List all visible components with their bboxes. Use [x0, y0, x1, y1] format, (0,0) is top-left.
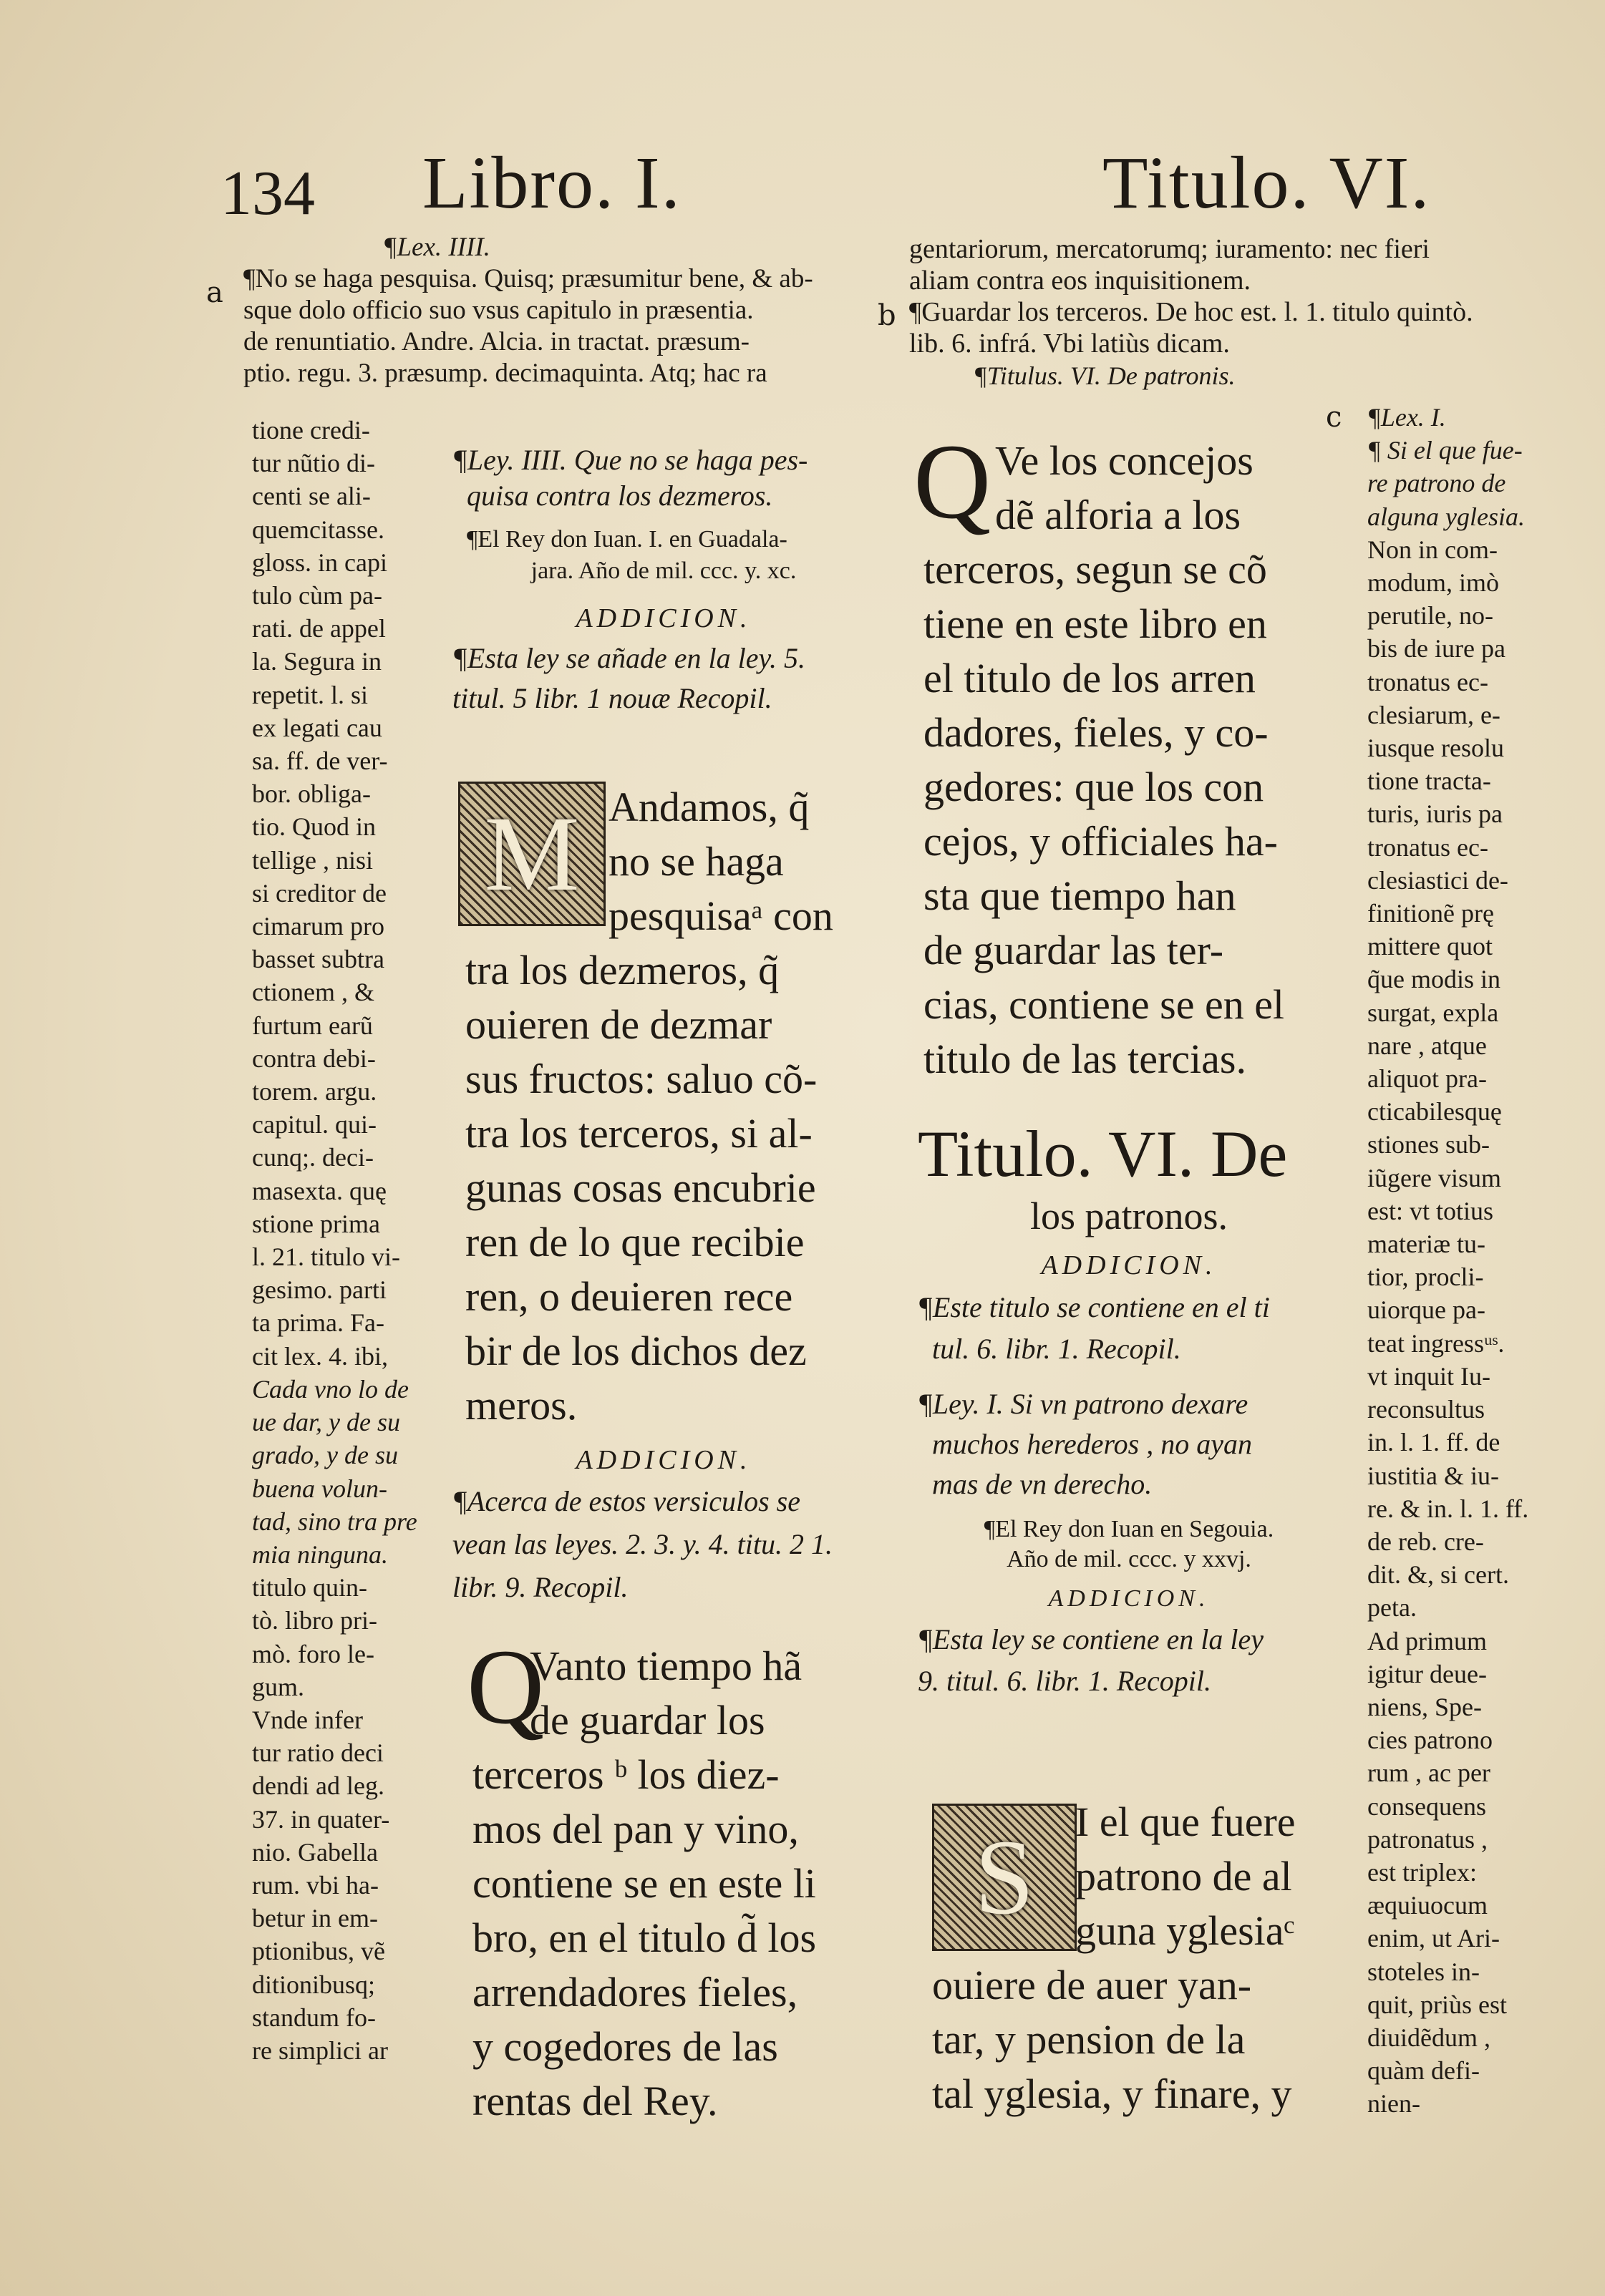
text-line: terceros, segun se cõ	[923, 546, 1267, 593]
titulo-subheading: los patronos.	[1030, 1195, 1228, 1237]
text-line: cias, contiene se en el	[923, 981, 1285, 1028]
gloss-line: gloss. in capi	[252, 548, 387, 577]
gloss-line: turis, iuris pa	[1367, 799, 1503, 829]
gloss-line: quemcitasse.	[252, 515, 384, 544]
text-line: mos del pan y vino,	[472, 1806, 799, 1852]
gloss-line: de reb. cre-	[1367, 1527, 1484, 1556]
gloss-line: quit, priùs est	[1367, 1990, 1507, 2019]
source-note: ¶El Rey don Iuan en Segouia.	[984, 1516, 1274, 1542]
gloss-line: ditionibusq;	[252, 1970, 376, 1999]
body-text-a1	[465, 780, 873, 1433]
gloss-line: bor. obliga-	[252, 779, 371, 809]
gloss-line: aliquot pra-	[1367, 1064, 1487, 1094]
text-line: de guardar los	[530, 1697, 765, 1743]
gloss-line: tione credi-	[252, 416, 370, 444]
book-label: Libro. I.	[422, 142, 682, 224]
gloss-line: dendi ad leg.	[252, 1771, 384, 1801]
gloss-line: cunq;. deci-	[252, 1143, 374, 1172]
gloss-line: ¶ Si el que fue-	[1367, 436, 1523, 465]
text-line: Vanto tiempo hã	[530, 1643, 802, 1689]
gloss-line: tione tracta-	[1367, 767, 1491, 796]
text-line: pesquisaᵃ con	[608, 892, 833, 939]
gloss-line: gum.	[252, 1672, 305, 1701]
title-label: Titulo. VI.	[1102, 142, 1431, 224]
addicion-text: ¶Esta ley se contiene en la ley	[918, 1623, 1264, 1655]
gloss-line: uiorque pa-	[1367, 1295, 1485, 1325]
gloss-line: si creditor de	[252, 878, 387, 908]
gloss-line: la. Segura in	[252, 647, 382, 676]
gloss-line: re patrono de	[1367, 469, 1506, 498]
gloss-line: Vnde infer	[252, 1705, 363, 1734]
text-line: dadores, fieles, y co-	[923, 709, 1269, 756]
gloss-line: clesiarum, e-	[1367, 700, 1500, 729]
source-note: ¶El Rey don Iuan. I. en Guadala-	[467, 526, 787, 553]
source-note: jara. Año de mil. ccc. y. xc.	[530, 558, 797, 584]
gloss-line: diuidẽdum ,	[1367, 2023, 1490, 2052]
addicion-text: vean las leyes. 2. 3. y. 4. titu. 2 1.	[452, 1528, 833, 1560]
column-b-top	[909, 233, 1553, 392]
text-line: bro, en el titulo d̃ los	[472, 1915, 817, 1961]
gloss-line: tur ratio deci	[252, 1738, 384, 1768]
addicion-text: libr. 9. Recopil.	[452, 1571, 629, 1603]
text-line: ouiere de auer yan-	[932, 1962, 1252, 2008]
gloss-line: ¶Titulus. VI. De patronis.	[974, 361, 1236, 390]
text-line: el titulo de los arren	[923, 655, 1256, 701]
gloss-line: nare , atque	[1367, 1031, 1487, 1060]
gloss-line: 37. in quater-	[252, 1804, 390, 1834]
gloss-line: gesimo. parti	[252, 1275, 387, 1305]
body-text-a2	[472, 1639, 873, 2129]
gloss-line: re. & in. l. 1. ff.	[1367, 1494, 1529, 1523]
text-line: ouieren de dezmar	[465, 1001, 772, 1048]
gloss-line: tad, sino tra pre	[252, 1507, 417, 1536]
gloss-line: iusque resolu	[1367, 734, 1504, 763]
addicion-block-a2	[452, 1440, 875, 1609]
gloss-line: torem. argu.	[252, 1077, 377, 1106]
addicion-label: ADDICION.	[1048, 1585, 1210, 1612]
gloss-line: æquiuocum	[1367, 1891, 1488, 1920]
margin-mark-c: c	[1326, 401, 1342, 434]
gloss-line: cit lex. 4. ibi,	[252, 1341, 388, 1371]
addicion-label: ADDICION.	[576, 603, 752, 633]
text-line: cejos, y officiales ha-	[923, 818, 1278, 865]
gloss-line: quàm defi-	[1367, 2056, 1480, 2086]
gloss-line: betur in em-	[252, 1904, 378, 1933]
gloss-line: iũgere visum	[1367, 1163, 1501, 1192]
gloss-line: peta.	[1367, 1593, 1417, 1623]
gloss-line: ex legati cau	[252, 713, 382, 742]
gloss-line: Ad primum	[1367, 1626, 1487, 1655]
gloss-line: surgat, expla	[1367, 998, 1499, 1027]
gloss-line: nien-	[1367, 2089, 1420, 2119]
gloss-line: ue dar, y de su	[252, 1408, 400, 1437]
gloss-line: stiones sub-	[1367, 1130, 1490, 1159]
margin-mark-b: b	[878, 299, 896, 332]
gloss-line: Non in com-	[1367, 535, 1498, 564]
text-line: dẽ alforia a los	[995, 492, 1241, 538]
text-line: tra los dezmeros, q̃	[465, 947, 780, 993]
addicion-label: ADDICION.	[1041, 1250, 1217, 1280]
gloss-line: nio. Gabella	[252, 1837, 378, 1867]
addicion-text: tul. 6. libr. 1. Recopil.	[932, 1333, 1181, 1365]
text-line: sta que tiempo han	[923, 872, 1236, 919]
text-line: arrendadores fieles,	[472, 1969, 798, 2015]
gloss-line: stione prima	[252, 1209, 380, 1238]
text-line: guna yglesiaᶜ	[1075, 1907, 1295, 1954]
text-line: tra los terceros, si al-	[465, 1110, 813, 1157]
gloss-line: capitul. qui-	[252, 1110, 377, 1139]
dropcap-letter: M	[484, 794, 580, 913]
gloss-line: tulo cùm pa-	[252, 581, 382, 611]
text-line: no se haga	[608, 838, 784, 885]
gloss-line: mò. foro le-	[252, 1639, 374, 1668]
addicion-text: ¶Esta ley se añade en la ley. 5.	[452, 642, 806, 674]
gloss-line: teat ingressᵘˢ.	[1367, 1328, 1505, 1358]
text-line: bir de los dichos dez	[465, 1328, 807, 1374]
gloss-line: ta prima. Fa-	[252, 1308, 384, 1338]
gloss-line: cticabilesquę	[1367, 1097, 1502, 1127]
gloss-line: tur nũtio di-	[252, 449, 375, 478]
text-line: I el que fuere	[1075, 1799, 1296, 1845]
gloss-line: clesiastici de-	[1367, 865, 1508, 895]
ley-heading: ¶Ley. I. Si vn patrono dexare	[918, 1388, 1248, 1420]
gloss-line: materiæ tu-	[1367, 1230, 1485, 1259]
gloss-line: tior, procli-	[1367, 1263, 1484, 1292]
gloss-line: bis de iure pa	[1367, 634, 1505, 663]
gloss-line: mittere quot	[1367, 932, 1493, 961]
text-line: meros.	[465, 1382, 578, 1429]
gloss-line: basset subtra	[252, 945, 384, 974]
main-column-a	[452, 442, 875, 719]
gloss-line: grado, y de su	[252, 1441, 398, 1470]
gloss-line: rum , ac per	[1367, 1759, 1490, 1788]
gloss-line: re simplici ar	[252, 2035, 388, 2065]
gloss-line: cimarum pro	[252, 912, 384, 941]
gloss-line: tio. Quod in	[252, 812, 377, 842]
gloss-line: ¶Lex. IIII.	[383, 233, 490, 262]
text-line: patrono de al	[1075, 1853, 1292, 1899]
gloss-line: dit. &, si cert.	[1367, 1560, 1509, 1590]
gloss-line: enim, ut Ari-	[1367, 1924, 1500, 1953]
gloss-line: titulo quin-	[252, 1573, 367, 1602]
gloss-line: patronatus ,	[1367, 1824, 1488, 1854]
titulo-heading: Titulo. VI. De	[918, 1117, 1288, 1190]
text-line: tar, y pension de la	[932, 2016, 1246, 2063]
gloss-line: est triplex:	[1367, 1857, 1477, 1887]
gloss-line: cies patrono	[1367, 1726, 1493, 1755]
gloss-line: alguna yglesia.	[1367, 502, 1525, 531]
gloss-line: ¶Lex. I.	[1367, 403, 1446, 432]
ley-heading: ¶Ley. IIII. Que no se haga pes-	[452, 444, 808, 476]
addicion-label: ADDICION.	[576, 1445, 752, 1475]
addicion-text: 9. titul. 6. libr. 1. Recopil.	[918, 1665, 1211, 1697]
gloss-line: centi se ali-	[252, 482, 371, 511]
text-line: sus fructos: saluo cõ-	[465, 1056, 818, 1102]
ley-heading: muchos herederos , no ayan	[932, 1428, 1252, 1460]
text-line: terceros ᵇ los diez-	[472, 1751, 780, 1798]
text-line: gedores: que los con	[923, 764, 1264, 810]
gloss-line: ¶No se haga pesquisa. Quisq; præsumitur bene, & ab-	[243, 264, 813, 293]
gloss-line: mia ninguna.	[252, 1539, 389, 1569]
text-line: gunas cosas encubrie	[465, 1164, 816, 1211]
gloss-line: sa. ff. de ver-	[252, 746, 388, 776]
gloss-line: finitionẽ prę	[1367, 899, 1494, 928]
margin-mark-a: a	[206, 276, 223, 309]
text-line: tiene en este libro en	[923, 600, 1267, 647]
gloss-line: est: vt totius	[1367, 1196, 1494, 1225]
gloss-line: niens, Spe-	[1367, 1692, 1482, 1721]
text-line: titulo de las tercias.	[923, 1036, 1246, 1082]
gloss-line: vt inquit Iu-	[1367, 1361, 1490, 1391]
page-number: 134	[220, 159, 315, 228]
gloss-line: Cada vno lo de	[252, 1374, 409, 1404]
text-line: rentas del Rey.	[472, 2078, 718, 2124]
gloss-line: tellige , nisi	[252, 845, 373, 875]
gloss-line: l. 21. titulo vi-	[252, 1242, 400, 1272]
gloss-line: furtum earũ	[252, 1011, 373, 1040]
text-line: Ve los concejos	[995, 437, 1254, 484]
gloss-line: consequens	[1367, 1791, 1486, 1821]
gloss-line: masexta. quę	[252, 1176, 387, 1205]
gloss-right-column	[1367, 401, 1561, 2121]
gloss-line: tronatus ec-	[1367, 667, 1488, 696]
gloss-line: gentariorum, mercatorumq; iuramento: nec fieri	[909, 234, 1430, 264]
gloss-line: rum. vbi ha-	[252, 1870, 379, 1899]
text-line: contiene se en este li	[472, 1860, 816, 1907]
dropcap-letter: S	[974, 1818, 1034, 1937]
dropcap-q-b: Q	[913, 422, 991, 541]
gloss-line: standum fo-	[252, 2003, 376, 2032]
gloss-top	[243, 232, 866, 389]
text-line: Andamos, q̃	[608, 784, 810, 830]
gloss-line: aliam contra eos inquisitionem.	[909, 266, 1251, 296]
addicion-text: titul. 5 libr. 1 nouæ Recopil.	[452, 682, 772, 714]
gloss-line: ptionibus, vẽ	[252, 1937, 385, 1966]
gloss-line: tronatus ec-	[1367, 832, 1488, 862]
gloss-line: in. l. 1. ff. de	[1367, 1428, 1500, 1457]
text-line: de guardar las ter-	[923, 927, 1224, 973]
ley-heading: quisa contra los dezmeros.	[467, 480, 773, 512]
titulo-block	[918, 1117, 1340, 1702]
gloss-line: modum, imò	[1367, 568, 1500, 598]
gloss-line: tò. libro pri-	[252, 1606, 377, 1635]
gloss-line: reconsultus	[1367, 1395, 1485, 1424]
gloss-line: contra debi-	[252, 1044, 376, 1073]
gloss-left-column	[252, 414, 431, 2067]
gloss-line: iustitia & iu-	[1367, 1461, 1499, 1490]
text-line: ren, o deuieren rece	[465, 1273, 793, 1320]
addicion-text: ¶Acerca de estos versiculos se	[452, 1485, 800, 1517]
ley-heading: mas de vn derecho.	[932, 1468, 1153, 1500]
body-text-b1	[923, 434, 1339, 1086]
gloss-line: repetit. l. si	[252, 680, 368, 709]
dropcap-q-a: Q	[467, 1628, 545, 1746]
gloss-line: sque dolo officio suo vsus capitulo in præsentia.	[243, 296, 754, 325]
gloss-line: buena volun-	[252, 1474, 387, 1503]
gloss-line: perutile, no-	[1367, 601, 1493, 631]
addicion-text: ¶Este titulo se contiene en el ti	[918, 1291, 1270, 1323]
text-line: tal yglesia, y finare, y	[932, 2071, 1292, 2117]
text-line: y cogedores de las	[472, 2023, 778, 2070]
gloss-line: q̃ue modis in	[1367, 965, 1500, 994]
gloss-line: de renuntiatio. Andre. Alcia. in tractat. præsum-	[243, 327, 750, 356]
gloss-line: stoteles in-	[1367, 1957, 1480, 1986]
gloss-line: ctionem , &	[252, 978, 374, 1007]
gloss-line: ¶Guardar los terceros. De hoc est. l. 1. titulo quintò.	[909, 297, 1473, 327]
body-text-b2	[932, 1795, 1347, 2121]
gloss-line: rati. de appel	[252, 614, 386, 643]
source-note: Año de mil. cccc. y xxvj.	[1007, 1546, 1251, 1572]
text-line: ren de lo que recibie	[465, 1219, 805, 1265]
gloss-line: lib. 6. infrá. Vbi latiùs dicam.	[909, 329, 1230, 359]
gloss-line: igitur deue-	[1367, 1659, 1487, 1688]
gloss-line: ptio. regu. 3. præsump. decimaquinta. Atq; hac ra	[243, 359, 767, 388]
